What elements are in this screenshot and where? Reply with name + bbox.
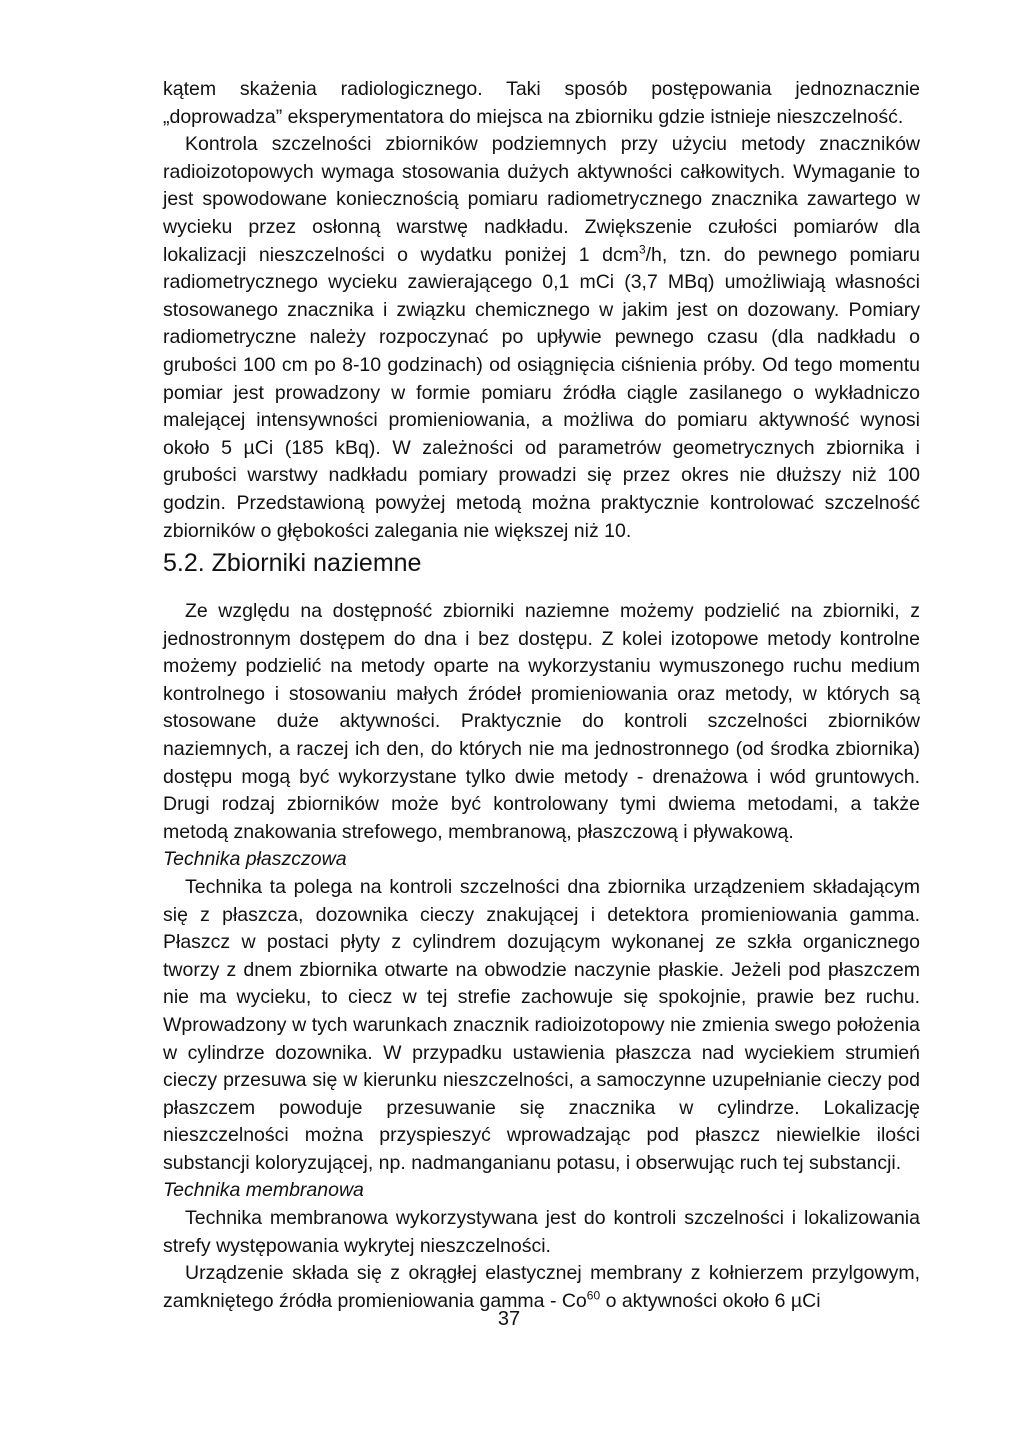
section-heading: 5.2. Zbiorniki naziemne — [163, 549, 422, 577]
subsection-text-plaszczowa: Technika ta polega na kontroli szczelności dna zbiornika urządzeniem składającym się z płaszcza, dozownika cieczy znakującej i detektora promieniowania gamma. Płaszcz w postaci płyty z cylindrem dozującym wykonanej ze szkła organicznego tworzy z dnem zbiornika otwarte na obwodzie naczynie płaskie. Jeżeli pod płaszczem nie ma wycieku, to ciecz w tej strefie zachowuje się spokojnie, prawie bez ruchu. Wprowadzony w tych warunkach znacznik radioizotopowy nie zmienia swego położenia w cylindrze dozownika. W przypadku ustawienia płaszcza nad wyciekiem strumień cieczy przesuwa się w kierunku nieszczelności, a samoczynne uzupełnianie cieczy pod płaszczem powoduje przesuwanie się znacznika w cylindrze. Lokalizację nieszczelności można przyspieszyć wprowadzając pod płaszcz niewielkie ilości substancji koloryzującej, np. nadmanganianu potasu, i obserwując ruch tej substancji. — [163, 875, 920, 1174]
intro-paragraph-2 — [163, 131, 920, 545]
membranowa-text-a: Urządzenie składa się z okrągłej elastycznej membrany z kołnierzem przylgowym, zamkniętego źródła promieniowania gamma - Co — [163, 1262, 920, 1312]
unit-superscript: 3 — [638, 242, 646, 257]
isotope-superscript: 60 — [586, 1288, 601, 1303]
intro-paragraph-1: kątem skażenia radiologicznego. Taki sposób postępowania jednoznacznie „doprowadza” eksperymentatora do miejsca na zbiorniku gdzie istnieje nieszczelność. — [163, 78, 920, 128]
subsection-title-membranowa: Technika membranowa — [163, 1179, 364, 1202]
subsection-text-membranowa-2 — [163, 1260, 920, 1315]
page-number: 37 — [497, 1308, 521, 1330]
section-paragraph-1: Ze względu na dostępność zbiorniki naziemne możemy podzielić na zbiorniki, z jednostronnym dostępem do dna i bez dostępu. Z kolei izotopowe metody kontrolne możemy podzielić na metody oparte na wykorzystaniu wymuszonego ruchu medium kontrolnego i stosowaniu małych źródeł promieniowania oraz metody, w których są stosowane duże aktywności. Praktycznie do kontroli szczelności zbiorników naziemnych, a raczej ich den, do których nie ma jednostronnego (od środka zbiornika) dostępu mogą być wykorzystane tylko dwie metody - drenażowa i wód gruntowych. Drugi rodzaj zbiorników może być kontrolowany tymi dwiema metodami, a także metodą znakowania strefowego, membranową, płaszczową i pływakową. — [163, 600, 920, 843]
intro-block — [163, 76, 920, 545]
membranowa-text-b: o aktywności około 6 µCi — [600, 1289, 821, 1312]
section-body — [163, 598, 920, 1315]
intro-paragraph-2-text-b: /h, tzn. do pewnego pomiaru radiometrycznego wycieku zawierającego 0,1 mCi (3,7 MBq) umożliwiają własności stosowanego znacznika i związku chemicznego w jakim jest on dozowany. Pomiary radiometryczne należy rozpoczynać po upływie pewnego czasu (dla nadkładu o grubości 100 cm po 8-10 godzinach) od osiągnięcia ciśnienia próby. Od tego momentu pomiar jest prowadzony w formie pomiaru źródła ciągle zasilanego o wykładniczo malejącej intensywności promieniowania, a możliwa do pomiaru aktywność wynosi około 5 µCi (185 kBq). W zależności od parametrów geometrycznych zbiornika i grubości warstwy nadkładu pomiary prowadzi się przez okres nie dłuższy niż 100 godzin. Przedstawioną powyżej metodą można praktycznie kontrolować szczelność zbiorników o głębokości zalegania nie większej niż 10. — [163, 243, 920, 542]
subsection-text-membranowa-1: Technika membranowa wykorzystywana jest do kontroli szczelności i lokalizowania strefy występowania wykrytej nieszczelności. — [163, 1207, 920, 1257]
intro-paragraph-2-text-a: Kontrola szczelności zbiorników podziemnych przy użyciu metody znaczników radioizotopowych wymaga stosowania dużych aktywności całkowitych. Wymaganie to jest spowodowane koniecznością pomiaru radiometrycznego znacznika zawartego w wycieku przez osłonną warstwę nadkładu. Zwiększenie czułości pomiarów dla lokalizacji nieszczelności o wydatku poniżej 1 dcm — [163, 133, 920, 266]
subsection-title-plaszczowa: Technika płaszczowa — [163, 848, 347, 871]
